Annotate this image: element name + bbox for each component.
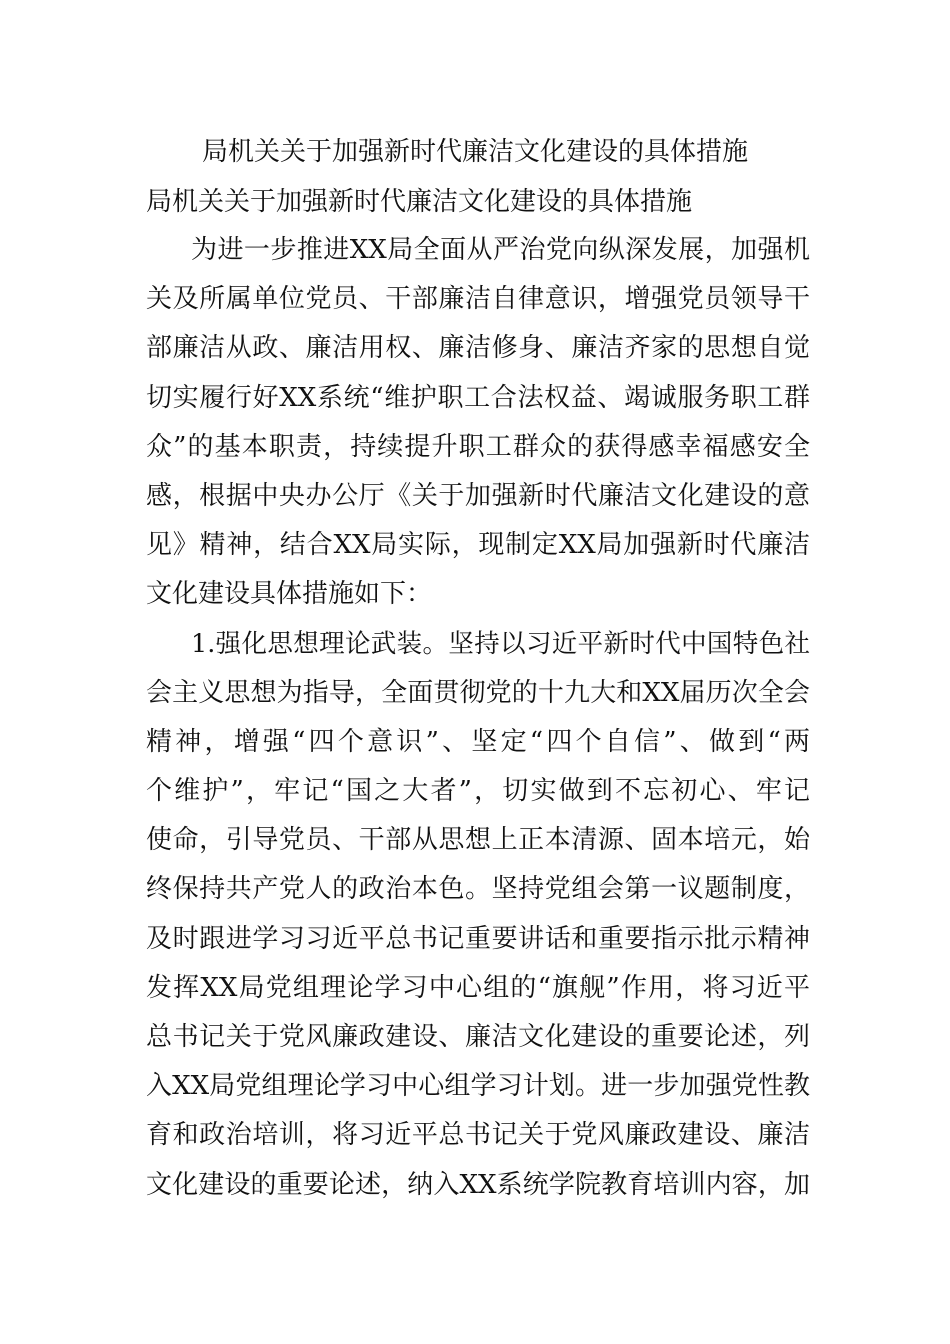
body-line: 文化建设具体措施如下： bbox=[146, 579, 433, 610]
document-subtitle: 局机关关于加强新时代廉洁文化建设的具体措施 bbox=[146, 187, 693, 217]
document-title: 局机关关于加强新时代廉洁文化建设的具体措施 bbox=[201, 137, 748, 167]
body-line: 部廉洁从政、廉洁用权、廉洁修身、廉洁齐家的思想自觉 bbox=[146, 333, 810, 364]
body-line: 总书记关于党风廉政建设、廉洁文化建设的重要论述，列 bbox=[146, 1022, 810, 1052]
body-line: 精神，增强“四个意识”、坚定“四个自信”、做到“两 bbox=[146, 726, 810, 757]
body-line: 及时跟进学习习近平总书记重要讲话和重要指示批示精神 bbox=[146, 923, 810, 954]
body-line: 关及所属单位党员、干部廉洁自律意识，增强党员领导干 bbox=[146, 284, 810, 315]
body-line: 1.强化思想理论武装。坚持以习近平新时代中国特色社 bbox=[191, 628, 810, 659]
body-line: 切实履行好XX系统“维护职工合法权益、竭诚服务职工群 bbox=[146, 382, 810, 413]
body-line: 使命，引导党员、干部从思想上正本清源、固本培元，始 bbox=[146, 825, 810, 856]
body-line: 入XX局党组理论学习中心组学习计划。进一步加强党性教 bbox=[146, 1071, 810, 1102]
body-line: 文化建设的重要论述，纳入XX系统学院教育培训内容，加 bbox=[146, 1169, 810, 1200]
body-line: 个维护”，牢记“国之大者”，切实做到不忘初心、牢记 bbox=[146, 776, 810, 807]
body-line: 发挥XX局党组理论学习中心组的“旗舰”作用，将习近平 bbox=[146, 972, 810, 1003]
body-line: 育和政治培训，将习近平总书记关于党风廉政建设、廉洁 bbox=[146, 1120, 810, 1151]
body-line: 终保持共产党人的政治本色。坚持党组会第一议题制度， bbox=[146, 874, 810, 905]
body-line: 众”的基本职责，持续提升职工群众的获得感幸福感安全 bbox=[146, 431, 810, 462]
body-line: 感，根据中央办公厅《关于加强新时代廉洁文化建设的意 bbox=[146, 480, 810, 511]
body-line: 会主义思想为指导，全面贯彻党的十九大和XX届历次全会 bbox=[146, 677, 810, 708]
document-body bbox=[146, 230, 810, 1214]
body-line: 为进一步推进XX局全面从严治党向纵深发展，加强机 bbox=[191, 235, 810, 265]
body-line: 见》精神，结合XX局实际，现制定XX局加强新时代廉洁 bbox=[146, 530, 810, 561]
